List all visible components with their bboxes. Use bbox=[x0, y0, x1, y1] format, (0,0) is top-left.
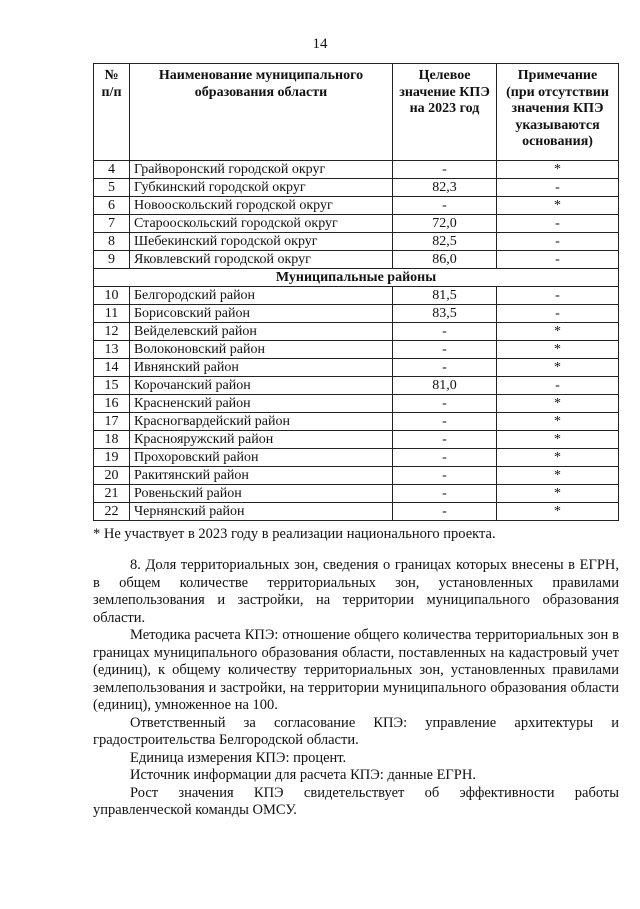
row-target-value: - bbox=[393, 467, 497, 485]
row-note: * bbox=[497, 503, 619, 521]
row-number: 17 bbox=[94, 413, 130, 431]
row-municipality: Корочанский район bbox=[130, 377, 393, 395]
row-note: - bbox=[497, 287, 619, 305]
table-row bbox=[94, 215, 619, 233]
row-target-value: - bbox=[393, 449, 497, 467]
row-municipality: Ракитянский район bbox=[130, 467, 393, 485]
header-note bbox=[497, 64, 619, 161]
table-row bbox=[94, 323, 619, 341]
row-target-value: - bbox=[393, 431, 497, 449]
row-municipality: Красненский район bbox=[130, 395, 393, 413]
row-target-value: 82,5 bbox=[393, 233, 497, 251]
table-body-districts bbox=[94, 287, 619, 521]
table-row bbox=[94, 431, 619, 449]
row-municipality: Грайворонский городской округ bbox=[130, 161, 393, 179]
row-target-value: - bbox=[393, 359, 497, 377]
row-municipality: Прохоровский район bbox=[130, 449, 393, 467]
row-number: 7 bbox=[94, 215, 130, 233]
row-number: 5 bbox=[94, 179, 130, 197]
row-municipality: Старооскольский городской округ bbox=[130, 215, 393, 233]
row-target-value: - bbox=[393, 503, 497, 521]
paragraph-source: Источник информации для расчета КПЭ: данные ЕГРН. bbox=[130, 767, 476, 783]
row-note: * bbox=[497, 197, 619, 215]
table-row bbox=[94, 161, 619, 179]
row-municipality: Яковлевский городской округ bbox=[130, 251, 393, 269]
table-row bbox=[94, 503, 619, 521]
table-row bbox=[94, 485, 619, 503]
row-number: 11 bbox=[94, 305, 130, 323]
row-target-value: - bbox=[393, 323, 497, 341]
row-number: 18 bbox=[94, 431, 130, 449]
table-row bbox=[94, 395, 619, 413]
row-number: 9 bbox=[94, 251, 130, 269]
row-number: 21 bbox=[94, 485, 130, 503]
paragraph-growth: Рост значения КПЭ свидетельствует об эффективности работы управленческой команды ОМСУ. bbox=[93, 784, 619, 818]
row-municipality: Борисовский район bbox=[130, 305, 393, 323]
row-note: * bbox=[497, 395, 619, 413]
row-number: 16 bbox=[94, 395, 130, 413]
row-number: 10 bbox=[94, 287, 130, 305]
row-note: * bbox=[497, 431, 619, 449]
footnote: * Не участвует в 2023 году в реализации национального проекта. bbox=[93, 526, 496, 542]
table-row bbox=[94, 359, 619, 377]
row-municipality: Чернянский район bbox=[130, 503, 393, 521]
row-municipality: Губкинский городской округ bbox=[130, 179, 393, 197]
table-row bbox=[94, 449, 619, 467]
table-header-row bbox=[94, 64, 619, 161]
row-number: 8 bbox=[94, 233, 130, 251]
row-target-value: 82,3 bbox=[393, 179, 497, 197]
row-municipality: Белгородский район bbox=[130, 287, 393, 305]
row-municipality: Ивнянский район bbox=[130, 359, 393, 377]
row-municipality: Шебекинский городской округ bbox=[130, 233, 393, 251]
row-note: * bbox=[497, 467, 619, 485]
header-note-title: Примечание bbox=[517, 68, 598, 83]
header-municipality: Наименование муниципального образования области bbox=[130, 64, 393, 161]
row-target-value: - bbox=[393, 485, 497, 503]
row-target-value: 72,0 bbox=[393, 215, 497, 233]
row-note: - bbox=[497, 215, 619, 233]
row-number: 20 bbox=[94, 467, 130, 485]
row-number: 14 bbox=[94, 359, 130, 377]
row-target-value: - bbox=[393, 197, 497, 215]
table-row bbox=[94, 413, 619, 431]
table-row bbox=[94, 467, 619, 485]
row-municipality: Волоконовский район bbox=[130, 341, 393, 359]
row-note: - bbox=[497, 233, 619, 251]
body-text bbox=[93, 557, 619, 820]
row-municipality: Красногвардейский район bbox=[130, 413, 393, 431]
row-target-value: - bbox=[393, 161, 497, 179]
row-note: * bbox=[497, 359, 619, 377]
row-number: 19 bbox=[94, 449, 130, 467]
table-body-urban bbox=[94, 161, 619, 269]
table-row bbox=[94, 377, 619, 395]
row-note: - bbox=[497, 377, 619, 395]
header-target-value: Целевое значение КПЭ на 2023 год bbox=[393, 64, 497, 161]
table-row bbox=[94, 305, 619, 323]
row-note: * bbox=[497, 161, 619, 179]
row-target-value: - bbox=[393, 395, 497, 413]
row-number: 12 bbox=[94, 323, 130, 341]
paragraph-method: Методика расчета КПЭ: отношение общего количества территориальных зон в границах муниципального образования области, поставленных на кадастровый учет (единиц), к общему количеству территориальных зон, установленных правилами землепользования и застройки, на территории муниципального образования области (единиц), умноженное на 100. bbox=[93, 627, 619, 713]
row-target-value: - bbox=[393, 341, 497, 359]
page-number: 14 bbox=[312, 36, 328, 52]
row-municipality: Ровеньский район bbox=[130, 485, 393, 503]
paragraph-responsible: Ответственный за согласование КПЭ: управление архитектуры и градостроительства Белгородской области. bbox=[93, 714, 619, 748]
kpe-table bbox=[93, 63, 619, 521]
row-number: 22 bbox=[94, 503, 130, 521]
row-target-value: 86,0 bbox=[393, 251, 497, 269]
row-note: - bbox=[497, 251, 619, 269]
row-municipality: Краснояружский район bbox=[130, 431, 393, 449]
header-note-subtitle: (при отсутствии значения КПЭ указываются основания) bbox=[506, 84, 609, 149]
row-note: - bbox=[497, 179, 619, 197]
row-number: 15 bbox=[94, 377, 130, 395]
row-number: 6 bbox=[94, 197, 130, 215]
row-note: - bbox=[497, 305, 619, 323]
paragraph-kpe-title: 8. Доля территориальных зон, сведения о границах которых внесены в ЕГРН, в общем количестве территориальных зон, установленных правилами землепользования и застройки, на территории муниципального образования области. bbox=[93, 557, 619, 626]
row-note: * bbox=[497, 413, 619, 431]
row-target-value: - bbox=[393, 413, 497, 431]
row-note: * bbox=[497, 449, 619, 467]
row-number: 13 bbox=[94, 341, 130, 359]
row-number: 4 bbox=[94, 161, 130, 179]
row-municipality: Вейделевский район bbox=[130, 323, 393, 341]
row-municipality: Новооскольский городской округ bbox=[130, 197, 393, 215]
table-row bbox=[94, 251, 619, 269]
header-number: № п/п bbox=[94, 64, 130, 161]
row-target-value: 81,0 bbox=[393, 377, 497, 395]
table-row bbox=[94, 233, 619, 251]
table-row bbox=[94, 287, 619, 305]
row-note: * bbox=[497, 323, 619, 341]
table-row bbox=[94, 179, 619, 197]
section-row bbox=[94, 269, 619, 287]
row-note: * bbox=[497, 341, 619, 359]
section-title: Муниципальные районы bbox=[94, 269, 619, 287]
table-section bbox=[94, 269, 619, 287]
table-row bbox=[94, 341, 619, 359]
row-note: * bbox=[497, 485, 619, 503]
paragraph-unit: Единица измерения КПЭ: процент. bbox=[130, 749, 347, 766]
row-target-value: 81,5 bbox=[393, 287, 497, 305]
table-row bbox=[94, 197, 619, 215]
row-target-value: 83,5 bbox=[393, 305, 497, 323]
